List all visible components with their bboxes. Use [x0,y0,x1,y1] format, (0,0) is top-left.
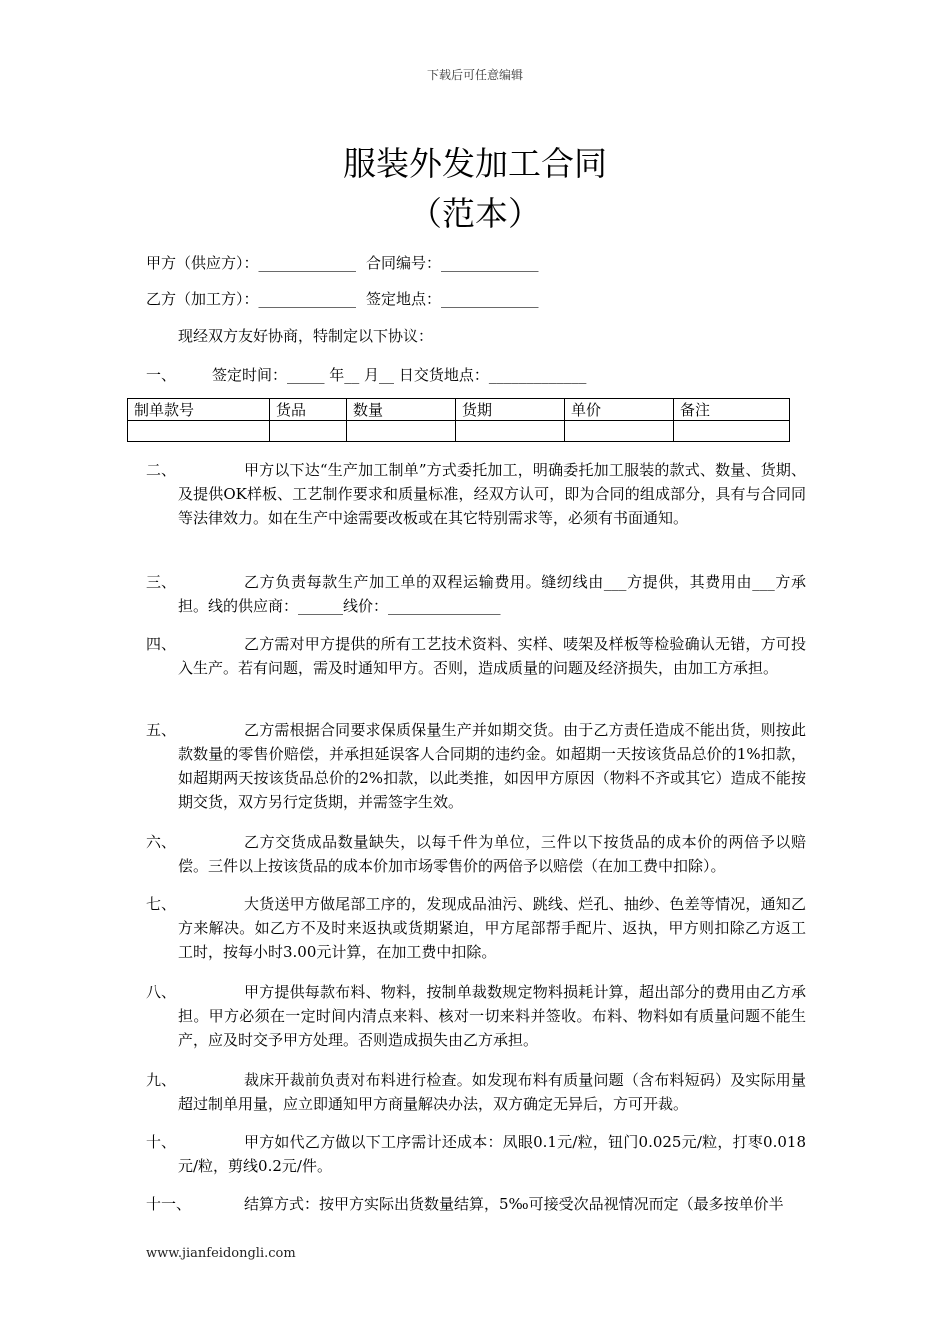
document-subtitle: （范本） [409,194,541,233]
clause-number: 一、 [146,366,177,384]
clause-text: 甲方以下达“生产加工制单”方式委托加工，明确委托加工服装的款式、数量、货期、及提供OK样板、工艺制作要求和质量标准，经双方认可，即为合同的组成部分，具有与合同同等法律效力。如在生产中途需要改板或在其它特别需求等，必须有书面通知。 [178,461,806,527]
table-row [128,421,790,442]
clause-6 [146,830,806,878]
clause-text: 裁床开裁前负责对布料进行检查。如发现布料有质量问题（含布料短码）及实际用量超过制单用量，应立即通知甲方商量解决办法，双方确定无异后，方可开裁。 [178,1071,806,1113]
contract-no-field: 合同编号：_____________ [366,254,539,272]
clause-text: 乙方负责每款生产加工单的双程运输费用。缝纫线由___方提供，其费用由___方承担。线的供应商：______线价：_______________ [178,573,806,615]
clause-text: 乙方交货成品数量缺失，以每千件为单位，三件以下按货品的成本价的两倍予以赔偿。三件以上按该货品的成本价加市场零售价的两倍予以赔偿（在加工费中扣除）。 [178,833,806,875]
intro-text: 现经双方友好协商，特制定以下协议： [178,327,434,345]
party-b-row [146,288,539,310]
clause-2 [146,458,806,530]
clause-text: 大货送甲方做尾部工序的，发现成品油污、跳线、烂孔、抽纱、色差等情况，通知乙方来解决。如乙方不及时来返执或货期紧迫，甲方尾部帮手配片、返执，甲方则扣除乙方返工工时，按每小时3.00元计算，在加工费中扣除。 [178,895,806,961]
clause-number: 二、 [146,461,177,479]
clause-number: 七、 [146,895,177,913]
clause-number: 三、 [146,573,177,591]
table-cell [347,421,456,442]
clause-number: 十一、 [146,1195,192,1213]
order-table [127,398,790,442]
table-header-cell: 单价 [565,399,674,421]
table-header-cell: 制单款号 [128,399,270,421]
party-a-row [146,252,539,274]
document-title: 服装外发加工合同 [343,144,607,183]
clause-3 [146,570,806,618]
clause-9 [146,1068,806,1116]
clause-8 [146,980,806,1052]
clause-number: 四、 [146,635,177,653]
clause-number: 六、 [146,833,177,851]
clause-5 [146,718,806,814]
party-b-field: 乙方（加工方）：_____________ [146,290,357,308]
table-cell [456,421,565,442]
clause-number: 八、 [146,983,177,1001]
clause-text: 甲方提供每款布料、物料，按制单裁数规定物料损耗计算，超出部分的费用由乙方承担。甲方必须在一定时间内清点来料、核对一切来料并签收。布料、物料如有质量问题不能生产，应及时交予甲方处理。否则造成损失由乙方承担。 [178,983,806,1049]
clause-1 [146,364,586,386]
clause-text: 乙方需对甲方提供的所有工艺技术资料、实样、唛架及样板等检验确认无错，方可投入生产。若有问题，需及时通知甲方。否则，造成质量的问题及经济损失，由加工方承担。 [178,635,806,677]
table-header-row [128,399,790,421]
footer-url: www.jianfeidongli.com [146,1246,296,1261]
table-header-cell: 数量 [347,399,456,421]
table-cell [128,421,270,442]
clause-number: 十、 [146,1133,177,1151]
clause-text: 结算方式：按甲方实际出货数量结算，5‰可接受次品视情况而定（最多按单价半 [244,1195,784,1213]
clause-number: 五、 [146,721,177,739]
table-header-cell: 备注 [674,399,790,421]
party-a-field: 甲方（供应方）：_____________ [146,254,357,272]
clause-text: 甲方如代乙方做以下工序需计还成本：凤眼0.1元/粒，钮门0.025元/粒，打枣0.018元/粒，剪线0.2元/件。 [178,1133,806,1175]
table-header-cell: 货品 [270,399,347,421]
clause-4 [146,632,806,680]
sign-place-field: 签定地点：_____________ [366,290,539,308]
clause-text: 签定时间：_____ 年__ 月__ 日交货地点：_____________ [212,366,587,384]
clause-number: 九、 [146,1071,177,1089]
header-note: 下载后可任意编辑 [426,68,523,82]
clause-11 [146,1192,806,1216]
clause-10 [146,1130,806,1178]
table-cell [270,421,347,442]
table-cell [565,421,674,442]
table-header-cell: 货期 [456,399,565,421]
clause-7 [146,892,806,964]
table-cell [674,421,790,442]
clause-text: 乙方需根据合同要求保质保量生产并如期交货。由于乙方责任造成不能出货，则按此款数量的零售价赔偿，并承担延误客人合同期的违约金。如超期一天按该货品总价的1%扣款，如超期两天按该货品总价的2%扣款，以此类推，如因甲方原因（物料不齐或其它）造成不能按期交货，双方另行定货期，并需签字生效。 [178,721,806,811]
